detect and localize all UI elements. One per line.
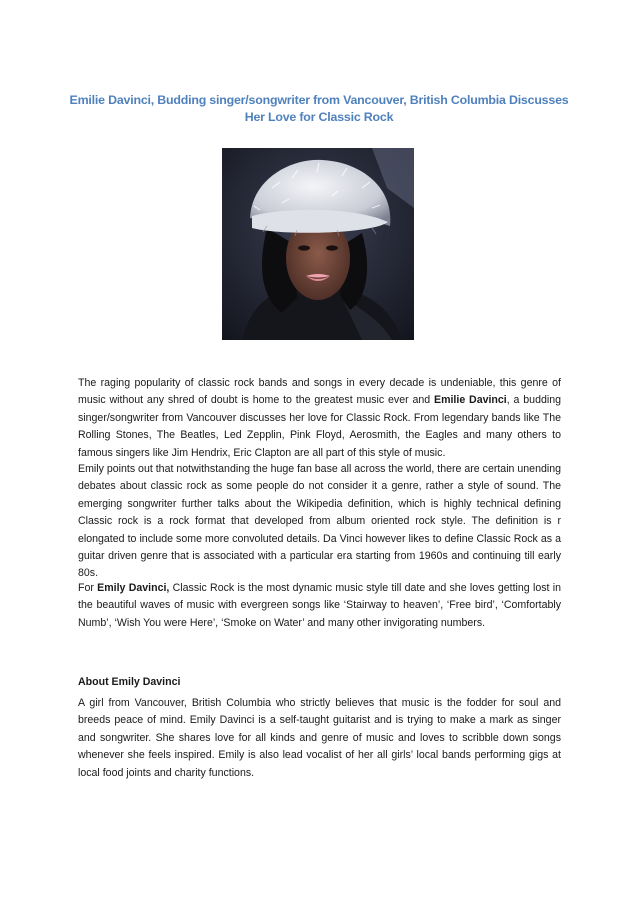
portrait-photo	[222, 148, 414, 340]
title-line-1: Emilie Davinci, Budding singer/songwriter from Vancouver, British Columbia Discusses	[69, 93, 569, 107]
article-title	[60, 92, 578, 126]
paragraph-favorites-text-b: Classic Rock is the most dynamic music style till date and she loves getting lost in the beautiful waves of music with evergreen songs like ‘Stairway to heaven’, ‘Free bird’, ‘Comfortably Numb’, ‘Wish You were Here’, ‘Smoke on Water’ and many other invigorating numbers.	[78, 582, 561, 629]
paragraph-intro-text-b: , a budding singer/songwriter from Vancouver discusses her love for Classic Rock. From legendary bands like The Rolling Stones, The Beatles, Led Zepplin, Pink Floyd, Aerosmith, the Eagles and many others to famous singers like Jim Hendrix, Eric Clapton are all part of this style of music.	[78, 394, 561, 459]
emily-davinci-name: Emily Davinci,	[97, 582, 170, 594]
paragraph-favorites-text-a: For	[78, 582, 98, 594]
paragraph-intro-text-a: The raging popularity of classic rock bands and songs in every decade is undeniable, this genre of music without any shred of doubt is home to the greatest music ever and	[78, 377, 561, 407]
paragraph-favorites	[78, 580, 561, 632]
paragraph-debate: Emily points out that notwithstanding the huge fan base all across the world, there are certain unending debates about classic rock as some people do not consider it a genre, rather a style of sound. The emerging songwriter further talks about the Wikipedia definition, which is highly technical defining Classic rock is a rock format that developed from album oriented rock style. The definition is r elongated to include some more convoluted details. Da Vinci however likes to define Classic Rock as a guitar driven genre that is associated with a particular era starting from 1960s and continuing till early 80s.	[78, 463, 561, 580]
portrait-photo-icon	[222, 148, 414, 340]
paragraph-about: A girl from Vancouver, British Columbia who strictly believes that music is the fodder for soul and breeds peace of mind. Emily Davinci is a self-taught guitarist and is trying to make a mark as singer and songwriter. She shares love for all kinds and genre of music and loves to scribble down songs whenever she feels inspired. Emily is also lead vocalist of her all girls’ local bands performing gigs at local food joints and charity functions.	[78, 697, 561, 779]
about-heading: About Emily Davinci	[78, 676, 181, 688]
emilie-davinci-name: Emilie Davinci	[434, 394, 507, 407]
title-line-2: Her Love for Classic Rock	[244, 110, 394, 124]
paragraph-intro	[78, 375, 561, 462]
